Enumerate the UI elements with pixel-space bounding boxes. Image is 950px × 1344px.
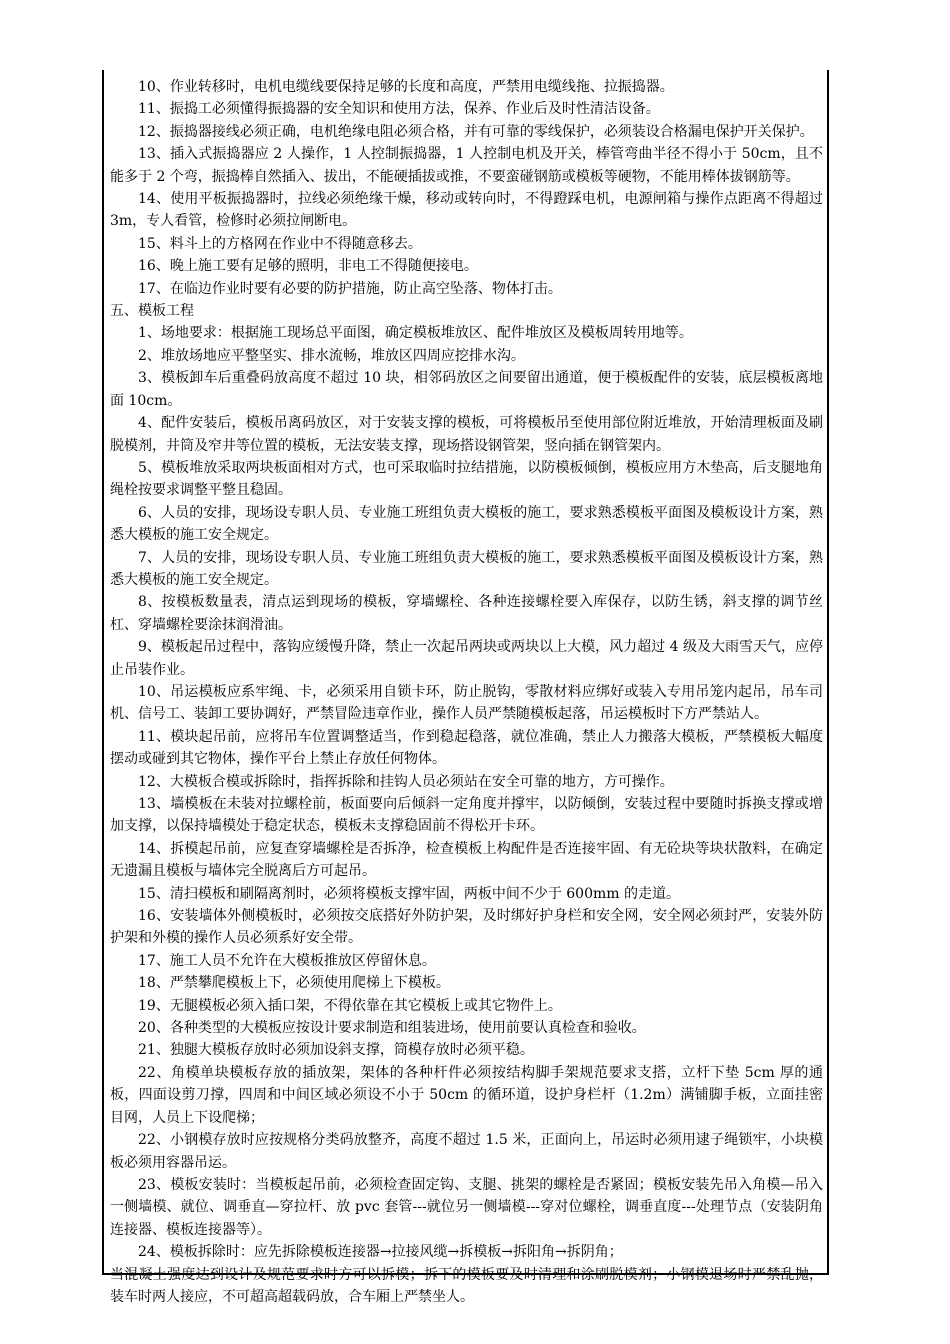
list-item: 16、安装墙体外侧模板时，必须按交底搭好外防护架，及时绑好护身栏和安全网，安全网必须封严，安装外防护架和外模的操作人员必须系好安全带。 xyxy=(110,908,823,947)
list-item: 8、按模板数量表，清点运到现场的模板，穿墙螺栓、各种连接螺栓要入库保存，以防生锈，斜支撑的调节丝杠、穿墙螺栓要涂抹润滑油。 xyxy=(110,594,823,633)
list-item: 1、场地要求：根据施工现场总平面图，确定模板堆放区、配件堆放区及模板周转用地等。 xyxy=(138,325,693,342)
list-item: 7、人员的安排，现场设专职人员、专业施工班组负责大模板的施工，要求熟悉模板平面图及模板设计方案，熟悉大模板的施工安全规定。 xyxy=(110,549,823,588)
list-item: 17、在临边作业时要有必要的防护措施，防止高空坠落、物体打击。 xyxy=(138,280,562,297)
list-item: 2、堆放场地应平整坚实、排水流畅，堆放区四周应挖排水沟。 xyxy=(138,347,525,364)
list-item: 15、清扫模板和刷隔离剂时，必须将模板支撑牢固，两板中间不少于 600mm 的走道。 xyxy=(138,885,680,902)
list-item: 4、配件安装后，模板吊离码放区，对于安装支撑的模板，可将模板吊至使用部位附近堆放，开始清理板面及刷脱模剂，井筒及窄井等位置的模板，无法安装支撑，现场搭设钢管架，竖向插在钢管架内。 xyxy=(110,415,823,454)
list-item: 20、各种类型的大模板应按设计要求制造和组装进场，使用前要认真检查和验收。 xyxy=(138,1020,646,1037)
list-item: 23、模板安装时：当模板起吊前，必须检查固定钩、支腿、挑架的螺栓是否紧固；模板安装先吊入角模—吊入一侧墙模、就位、调垂直—穿拉杆、放 pvc 套管---就位另一侧墙模---穿对位螺栓，调垂直度---处理节点（安装阴角连接器、模板连接器等）。 xyxy=(110,1176,823,1238)
list-item: 6、人员的安排，现场设专职人员、专业施工班组负责大模板的施工，要求熟悉模板平面图及模板设计方案，熟悉大模板的施工安全规定。 xyxy=(110,504,823,544)
list-item: 5、模板堆放采取两块板面相对方式，也可采取临时拉结措施，以防模板倾倒，模板应用方木垫高，后支腿地角绳栓按要求调整平整且稳固。 xyxy=(110,459,823,499)
list-item: 11、模块起吊前，应将吊车位置调整适当，作到稳起稳落，就位准确，禁止人力搬落大模板，严禁模板大幅度摆动或碰到其它物体，操作平台上禁止存放任何物体。 xyxy=(110,728,823,768)
list-item: 12、振捣器接线必须正确，电机绝缘电阻必须合格，并有可靠的零线保护，必须装设合格漏电保护开关保护。 xyxy=(138,123,814,140)
list-item: 15、料斗上的方格网在作业中不得随意移去。 xyxy=(138,235,422,252)
list-item: 13、插入式振捣器应 2 人操作，1 人控制振捣器，1 人控制电机及开关，棒管弯曲半径不得小于 50cm，且不能多于 2 个弯，振捣棒自然插入、拔出，不能硬插拔或推，不要蛮碰钢筋或模板等硬物，不能用棒体拔钢筋等。 xyxy=(110,146,823,185)
list-item: 22、角模单块模板存放的插放架，架体的各种杆件必须按结构脚手架规范要求支搭，立杆下垫 5cm 厚的通板，四面设剪刀撑，四周和中间区域必须设不小于 50cm 的循环道，设护身栏杆（1.2m）满铺脚手板，立面挂密目网，人员上下设爬梯； xyxy=(110,1064,823,1126)
list-item: 14、使用平板振捣器时，拉线必须绝缘干燥，移动或转向时，不得蹬踩电机，电源闸箱与操作点距离不得超过 3m，专人看管，检修时必须拉闸断电。 xyxy=(110,191,823,230)
list-item: 11、振捣工必须懂得振捣器的安全知识和使用方法，保养、作业后及时性清洁设备。 xyxy=(138,101,660,118)
document-body xyxy=(110,76,823,1308)
list-item: 17、施工人员不允许在大模板推放区停留休息。 xyxy=(138,952,436,969)
list-item: 10、作业转移时，电机电缆线要保持足够的长度和高度，严禁用电缆线拖、拉振捣器。 xyxy=(138,79,674,95)
list-item: 10、吊运模板应系牢绳、卡，必须采用自锁卡环，防止脱钩，零散材料应绑好或装入专用吊笼内起吊，吊车司机、信号工、装卸工要协调好，严禁冒险违章作业，操作人员严禁随模板起落，吊运模板时下方严禁站人。 xyxy=(110,683,823,723)
section-heading: 五、模板工程 xyxy=(110,303,194,320)
list-item: 13、墙模板在未装对拉螺栓前，板面要向后倾斜一定角度并撑牢，以防倾倒，安装过程中要随时拆换支撑或增加支撑，以保持墙模处于稳定状态，模板未支撑稳固前不得松开卡环。 xyxy=(110,796,823,835)
list-item: 14、拆模起吊前，应复查穿墙螺栓是否拆净，检查模板上构配件是否连接牢固、有无砼块等块状散料，在确定无遗漏且模板与墙体完全脱离后方可起吊。 xyxy=(110,840,823,880)
list-item: 24、模板拆除时：应先拆除模板连接器→拉接风缆→拆模板→拆阳角→拆阴角； xyxy=(138,1244,623,1261)
paragraph: 当混凝土强度达到设计及规范要求时方可以拆模；拆下的模板要及时清理和涂刷脱模剂；小钢模退场时严禁乱抛，装车时两人接应，不可超高超载码放，合车厢上严禁坐人。 xyxy=(110,1266,823,1305)
list-item: 9、模板起吊过程中，落钩应缓慢升降，禁止一次起吊两块或两块以上大模，风力超过 4 级及大雨雪天气，应停止吊装作业。 xyxy=(110,639,823,678)
list-item: 22、小钢模存放时应按规格分类码放整齐，高度不超过 1.5 米，正面向上，吊运时必须用逮子绳锁牢，小块模板必须用容器吊运。 xyxy=(110,1132,823,1171)
list-item: 3、模板卸车后重叠码放高度不超过 10 块，相邻码放区之间要留出通道，便于模板配件的安装，底层模板离地面 10cm。 xyxy=(110,370,823,409)
list-item: 16、晚上施工要有足够的照明，非电工不得随便接电。 xyxy=(138,258,478,275)
list-item: 12、大模板合模或拆除时，指挥拆除和挂钩人员必须站在安全可靠的地方，方可操作。 xyxy=(138,773,674,790)
list-item: 18、严禁攀爬模板上下，必须使用爬梯上下模板。 xyxy=(138,975,450,992)
list-item: 21、独腿大模板存放时必须加设斜支撑，筒模存放时必须平稳。 xyxy=(138,1042,534,1059)
list-item: 19、无腿模板必须入插口架，不得依靠在其它模板上或其它物件上。 xyxy=(138,997,562,1014)
